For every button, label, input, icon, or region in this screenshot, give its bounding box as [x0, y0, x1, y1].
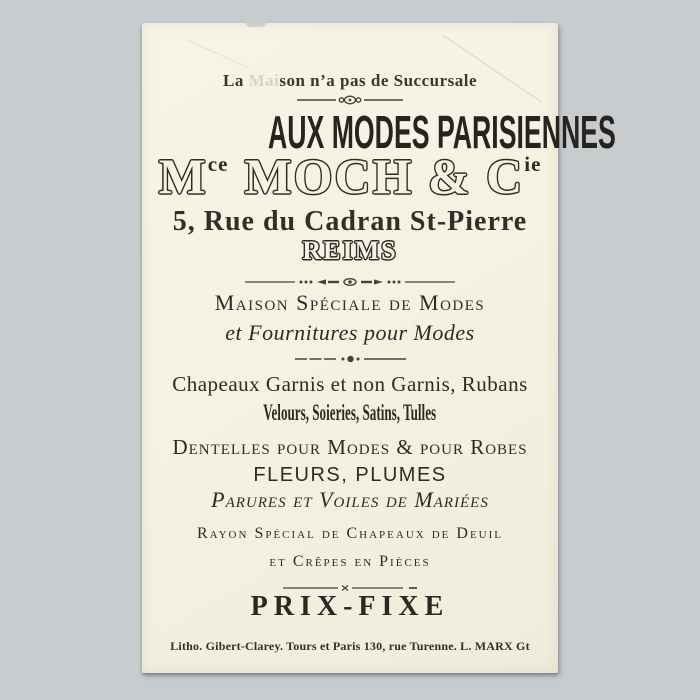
city-line: REIMS	[302, 236, 398, 265]
tagline-faded-word: Mai	[248, 71, 280, 90]
paper-crease	[185, 39, 249, 68]
company-initial-superscript: ce	[207, 151, 229, 176]
tagline-suffix: son n’a pas de Succursale	[279, 71, 477, 90]
company-initial: M	[158, 148, 208, 204]
product-line-velours	[142, 400, 558, 425]
product-line-crepes: et Crêpes en Pièces	[269, 553, 431, 570]
ornament-divider-icon	[142, 353, 558, 371]
tagline-prefix: La	[222, 71, 244, 90]
paper-crease	[442, 35, 542, 103]
price-label: PRIX-FIXE	[250, 591, 450, 622]
printer-imprint: Litho. Gibert-Clarey. Tours et Paris 130, rue Turenne. L. MARX Gt	[170, 639, 530, 653]
company-name	[142, 149, 558, 204]
tagline	[142, 72, 558, 91]
product-line-rayon-deuil: Rayon Spécial de Chapeaux de Deuil	[197, 525, 503, 542]
paper-notch	[246, 20, 266, 27]
product-line-dentelles: Dentelles pour Modes & pour Robes	[172, 435, 528, 459]
trade-card	[142, 23, 616, 673]
address-line: 5, Rue du Cadran St-Pierre	[172, 206, 528, 237]
product-line-velours-text: Velours, Soieries, Satins, Tulles	[263, 400, 437, 425]
specialty-subheading: et Fournitures pour Modes	[225, 320, 475, 345]
product-line-parures: Parures et Voiles de Mariées	[211, 487, 489, 512]
product-line-chapeaux: Chapeaux Garnis et non Garnis, Rubans	[172, 372, 528, 396]
company-rest: MOCH & C	[244, 148, 525, 204]
specialty-heading: Maison Spéciale de Modes	[214, 290, 486, 315]
shop-sign-text: AUX MODES PARISIENNES	[267, 106, 616, 158]
product-line-fleurs: FLEURS, PLUMES	[253, 464, 447, 486]
company-rest-superscript: ie	[524, 151, 542, 176]
